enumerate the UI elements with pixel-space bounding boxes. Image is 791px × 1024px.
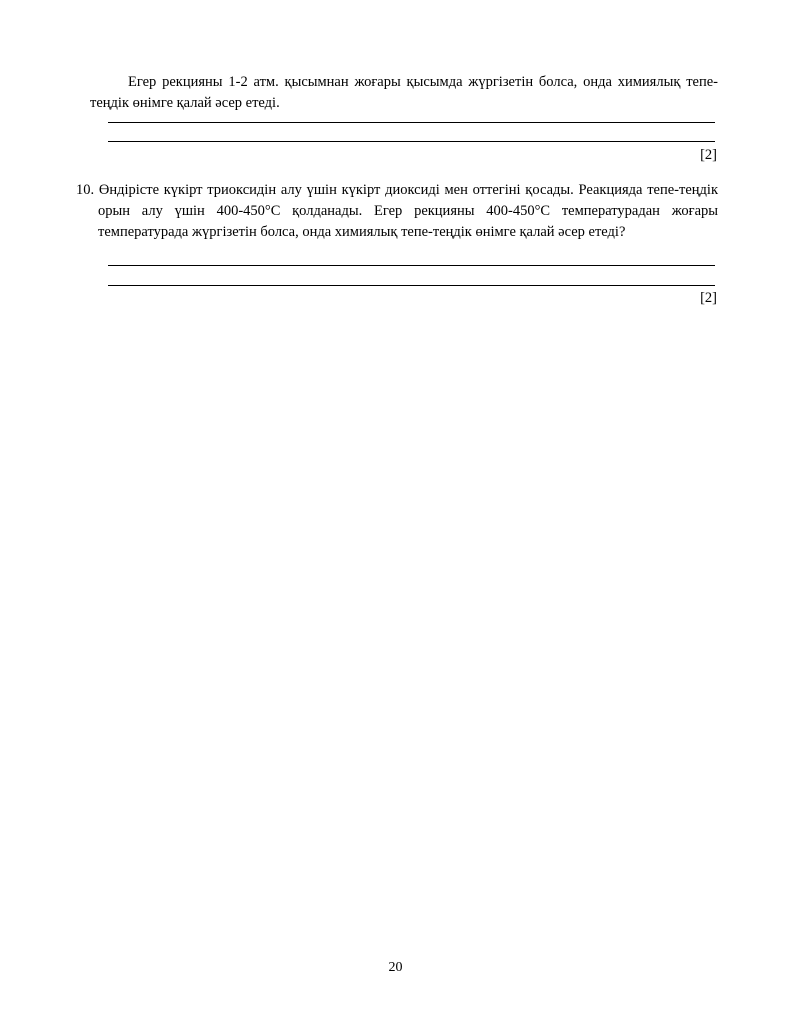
answer-line[interactable] xyxy=(108,141,715,142)
question-10 xyxy=(76,180,718,243)
answer-line[interactable] xyxy=(108,285,715,286)
question-10-mark: [2] xyxy=(700,290,717,306)
question-10-number: 10. xyxy=(76,182,95,198)
page-number: 20 xyxy=(388,960,403,975)
answer-line[interactable] xyxy=(108,265,715,266)
answer-line[interactable] xyxy=(108,122,715,123)
question-9-continuation-text: Егер рекцияны 1-2 атм. қысымнан жоғары қысымда жүргізетін болса, онда химиялық тепе-теңдік өнімге қалай әсер етеді. xyxy=(90,74,718,111)
question-10-text: Өндірісте күкірт триоксидін алу үшін күкірт диоксиді мен оттегіні қосады. Реакцияда тепе-теңдік орын алу үшін 400-450°С қолданады. Егер рекцияны 400-450°С температурадан жоғары температурада жүргізетін болса, онда химиялық тепе-теңдік өнімге қалай әсер етеді? xyxy=(98,182,718,240)
question-9-mark: [2] xyxy=(700,147,717,163)
